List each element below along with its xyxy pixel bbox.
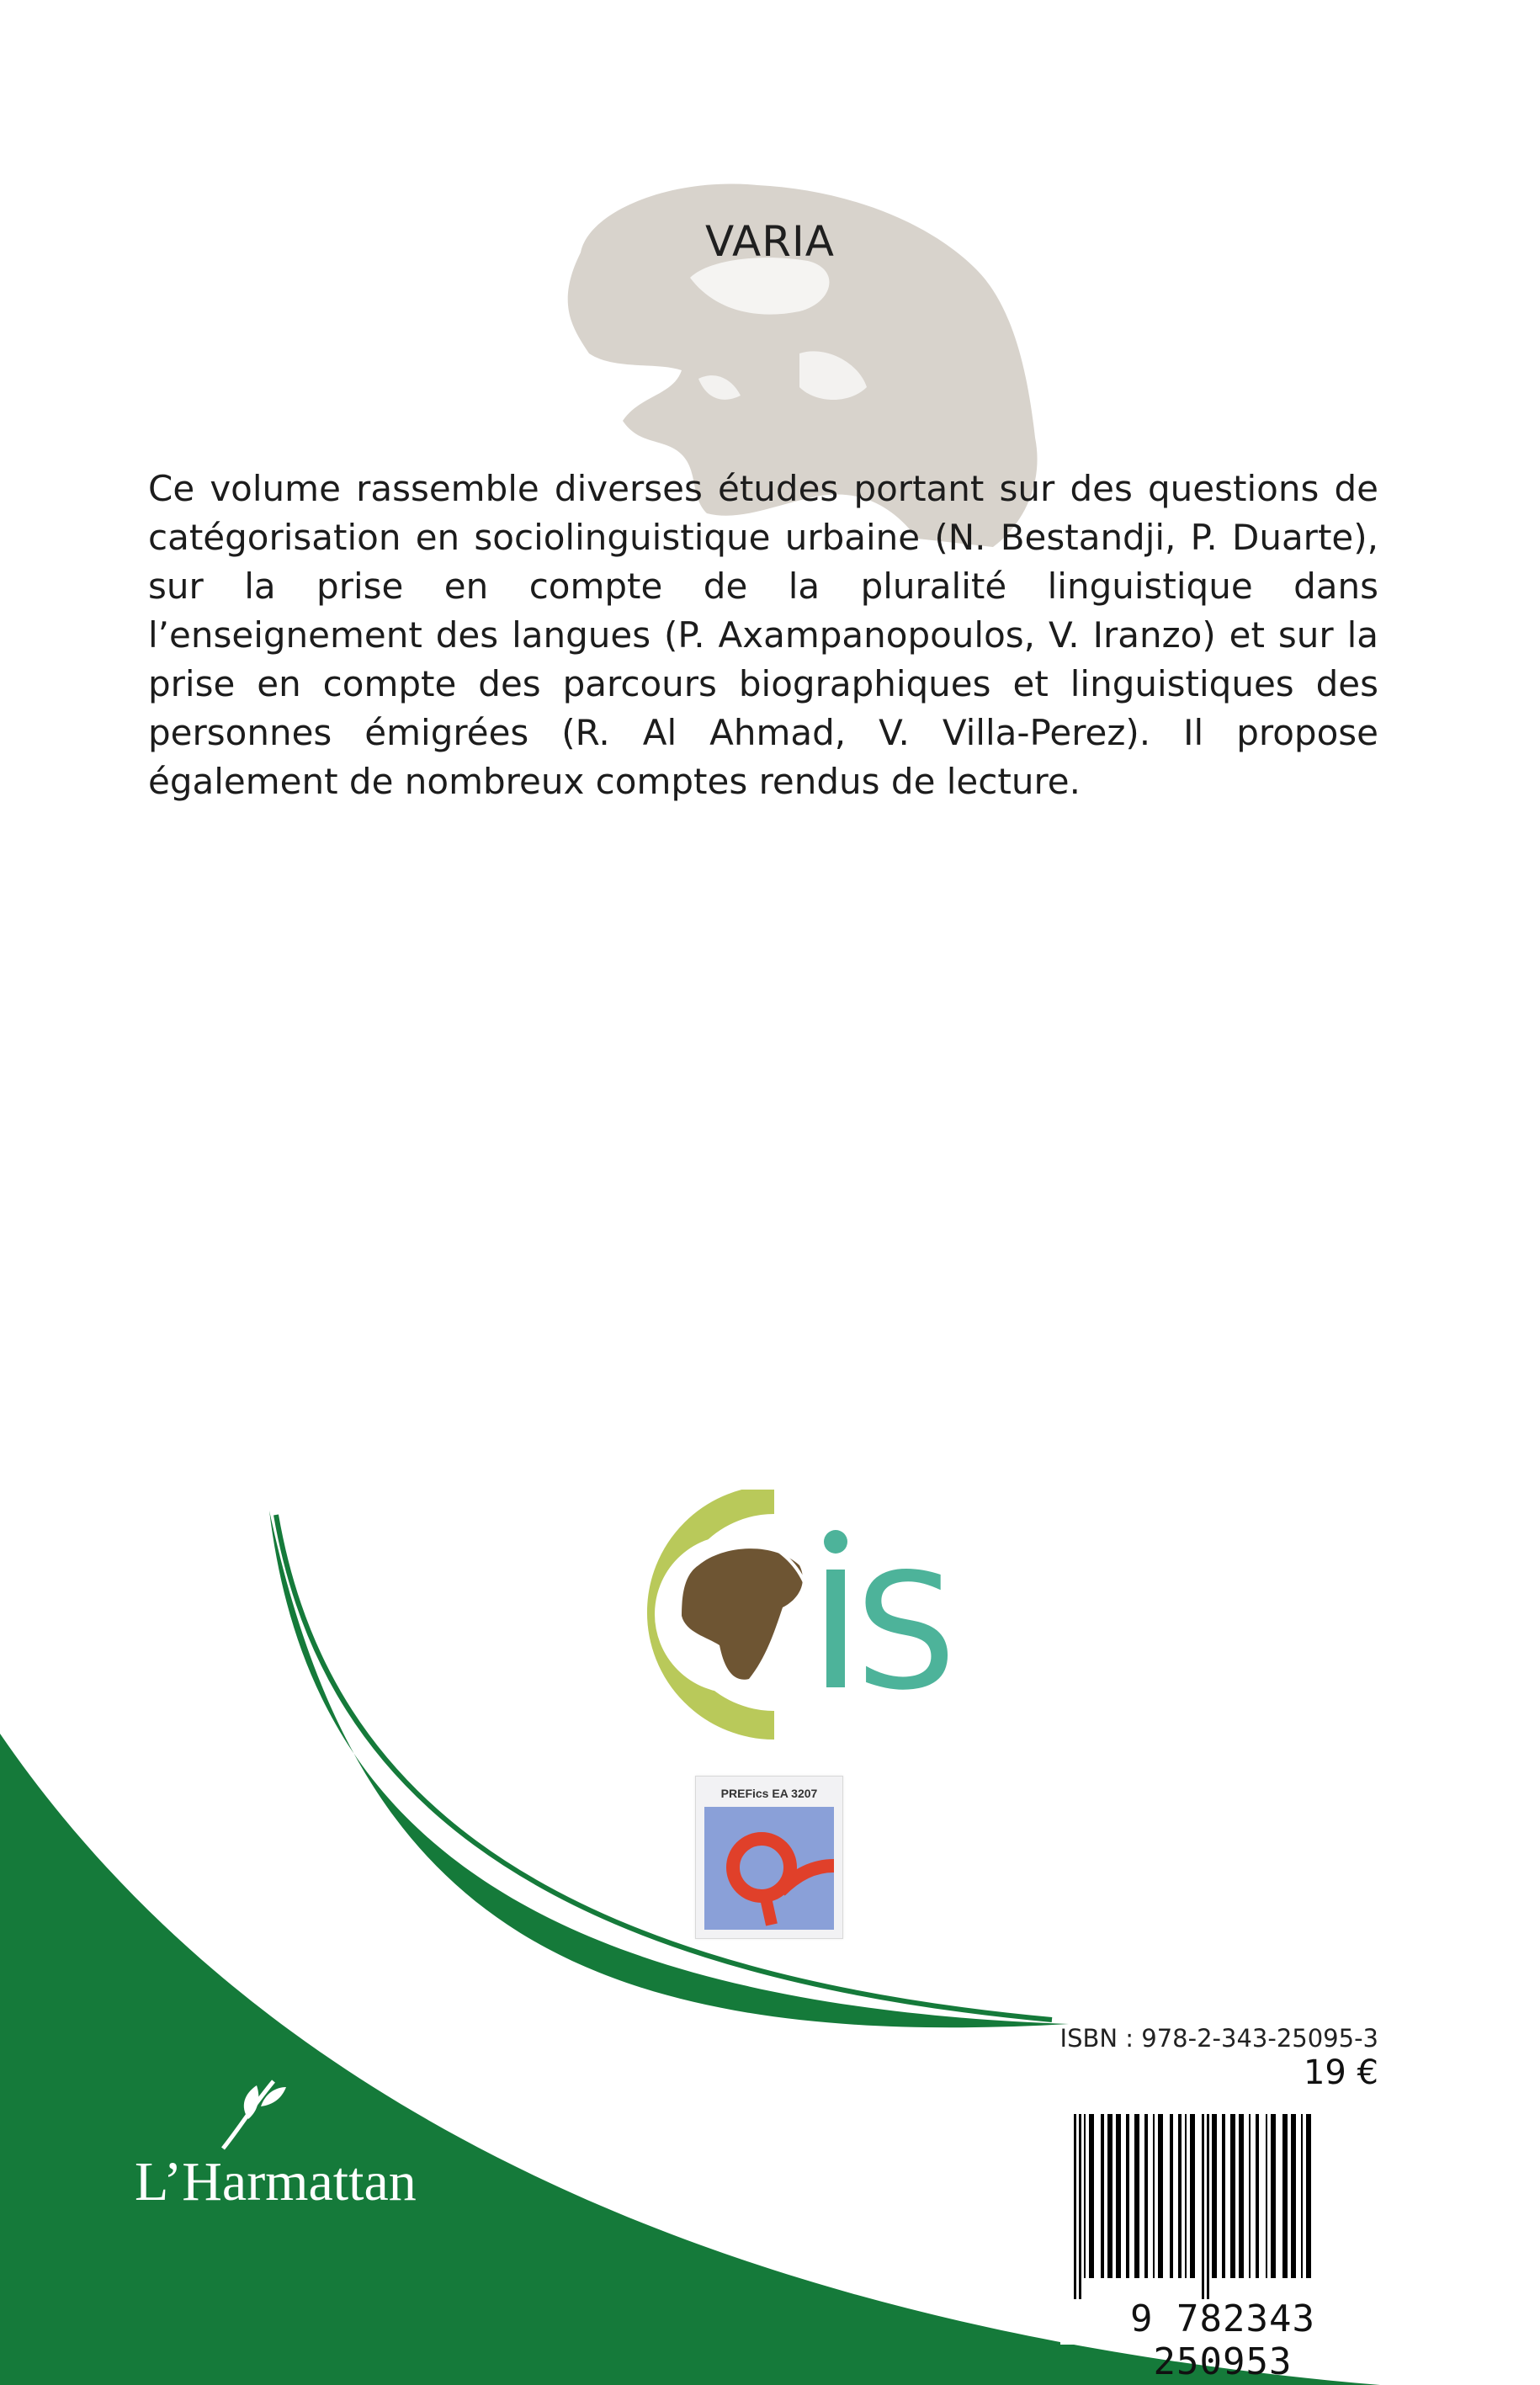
barcode-bar (1126, 2114, 1129, 2278)
barcode-bar (1306, 2114, 1311, 2278)
barcode-bar (1256, 2114, 1259, 2278)
barcode-bar (1144, 2114, 1148, 2278)
barcode-bar (1230, 2114, 1235, 2278)
barcode-bar (1134, 2114, 1139, 2278)
barcode-bar (1291, 2114, 1296, 2278)
barcode-bar (1084, 2114, 1086, 2278)
barcode-bar (1153, 2114, 1155, 2278)
barcode-guard-bar (1079, 2114, 1081, 2299)
barcode-bar (1271, 2114, 1276, 2278)
prefics-logo (695, 1776, 843, 1939)
prefics-label: PREFics EA 3207 (720, 1787, 818, 1800)
cis-logo-s: S (855, 1539, 957, 1725)
barcode-bar (1107, 2114, 1113, 2278)
barcode-bar (1170, 2114, 1173, 2278)
barcode-bar (1266, 2114, 1267, 2278)
barcode-bar (1282, 2114, 1288, 2278)
barcode-bar (1158, 2114, 1163, 2278)
barcode-bar (1239, 2114, 1244, 2278)
prefics-emblem (704, 1807, 834, 1930)
barcode-bar (1249, 2114, 1251, 2278)
barcode-bar (1190, 2114, 1195, 2278)
barcode-bar (1116, 2114, 1121, 2278)
barcode-bar (1101, 2114, 1104, 2278)
barcode-bar (1212, 2114, 1217, 2278)
barcode-bar (1178, 2114, 1182, 2278)
barcode-bars (1060, 2114, 1385, 2299)
barcode-bar (1301, 2114, 1303, 2278)
barcode-guard-bar (1207, 2114, 1209, 2299)
barcode-bar (1222, 2114, 1225, 2278)
series-title: VARIA (705, 217, 835, 266)
barcode-bar (1185, 2114, 1187, 2278)
price-text: 19 € (1303, 2053, 1378, 2092)
book-description: Ce volume rassemble diverses études portant sur des questions de catégorisation en sociolinguistique urbaine (N. Bestandji, P. Duarte), sur la prise en compte de la pluralité linguistique dans l’enseignement des langues (P. Axampanopoulos, V. Iranzo) et sur la prise en compte des parcours biographiques et linguistiques des personnes émigrées (R. Al Ahmad, V. Villa-Perez). Il propose également de nombreux comptes rendus de lecture. (148, 468, 1378, 802)
barcode (1060, 2114, 1385, 2383)
barcode-bar (1089, 2114, 1094, 2278)
cis-logo (606, 1490, 959, 1742)
publisher-logo: L’Harmattan (135, 2151, 417, 2212)
isbn-text: ISBN : 978-2-343-25095-3 (1059, 2024, 1378, 2053)
barcode-guard-bar (1074, 2114, 1076, 2299)
harmattan-leaf-icon (215, 2077, 290, 2153)
barcode-guard-bar (1202, 2114, 1204, 2299)
barcode-digits: 9 782343 250953 (1130, 2297, 1315, 2383)
